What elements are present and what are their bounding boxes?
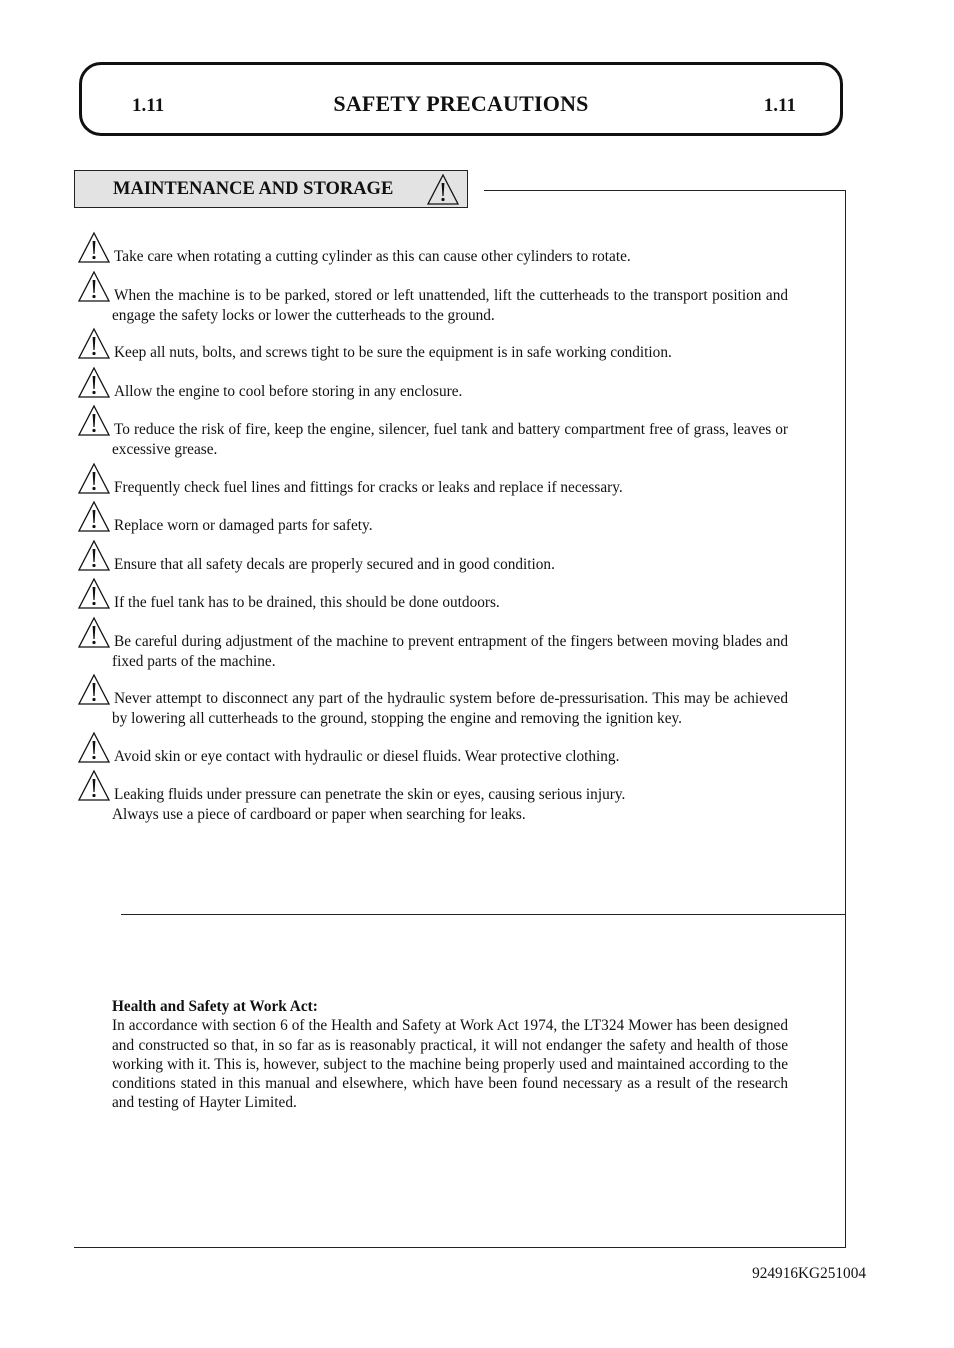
warning-triangle-icon	[77, 366, 111, 400]
list-item-text: Allow the engine to cool before storing in any enclosure.	[114, 383, 463, 400]
list-item-text: Avoid skin or eye contact with hydraulic or diesel fluids. Wear protective clothing.	[114, 748, 620, 765]
list-item	[77, 689, 788, 728]
list-item-text: If the fuel tank has to be drained, this should be done outdoors.	[114, 594, 500, 611]
warning-triangle-icon	[77, 616, 111, 650]
health-safety-body: In accordance with section 6 of the Health and Safety at Work Act 1974, the LT324 Mower has been designed and constructed so that, in so far as is reasonably practical, it will not endanger the safety and health of those working with it. This is, however, subject to the machine being properly used and maintained according to the conditions stated in this manual and elsewhere, which have been found necessary as a result of the research and testing of Hayter Limited.	[112, 1017, 788, 1112]
section-title: MAINTENANCE AND STORAGE	[113, 179, 394, 199]
warning-triangle-icon	[77, 231, 111, 265]
warning-triangle-icon	[77, 673, 111, 707]
list-item	[77, 382, 788, 402]
section-number-right: 1.11	[763, 95, 796, 116]
list-item-text: When the machine is to be parked, stored or left unattended, lift the cutterheads to the transport position and engage the safety locks or lower the cutterheads to the ground.	[112, 287, 788, 324]
list-item	[77, 343, 788, 363]
list-item-text: Ensure that all safety decals are properly secured and in good condition.	[114, 556, 555, 573]
warning-triangle-icon	[77, 769, 111, 803]
list-item-line: Leaking fluids under pressure can penetrate the skin or eyes, causing serious injury.	[114, 786, 626, 803]
warning-triangle-icon	[77, 270, 111, 304]
warning-triangle-icon	[77, 404, 111, 438]
list-item	[77, 247, 788, 267]
frame-bottom-rule	[74, 1247, 846, 1248]
list-item	[77, 286, 788, 325]
list-item	[77, 478, 788, 498]
warning-triangle-icon	[77, 462, 111, 496]
frame-right-rule	[845, 190, 846, 1248]
warning-triangle-icon	[77, 327, 111, 361]
section-number-left: 1.11	[132, 95, 165, 116]
section-heading-box	[74, 170, 468, 208]
section-divider	[121, 914, 846, 915]
list-item	[77, 593, 788, 613]
list-item	[77, 420, 788, 459]
list-item-text	[77, 785, 788, 824]
list-item	[77, 785, 788, 824]
list-item-text: Replace worn or damaged parts for safety.	[114, 517, 373, 534]
list-item-line: Always use a piece of cardboard or paper when searching for leaks.	[112, 805, 526, 823]
list-item-text: Frequently check fuel lines and fittings for cracks or leaks and replace if necessary.	[114, 479, 623, 496]
list-item	[77, 555, 788, 575]
warning-triangle-icon	[426, 173, 460, 207]
page-header	[79, 62, 843, 136]
list-item	[77, 747, 788, 767]
list-item-text: Never attempt to disconnect any part of the hydraulic system before de-pressurisation. This may be achieved by lowering all cutterheads to the ground, stopping the engine and removing the ignition key.	[112, 690, 788, 727]
warning-triangle-icon	[77, 500, 111, 534]
warning-triangle-icon	[77, 577, 111, 611]
health-safety-title: Health and Safety at Work Act:	[112, 998, 318, 1015]
frame-top-rule	[484, 190, 846, 191]
warning-triangle-icon	[77, 731, 111, 765]
health-safety-section	[112, 997, 788, 1113]
list-item-text: Keep all nuts, bolts, and screws tight to be sure the equipment is in safe working condition.	[114, 344, 672, 361]
list-item	[77, 632, 788, 671]
list-item-text: Take care when rotating a cutting cylinder as this can cause other cylinders to rotate.	[114, 248, 631, 265]
document-code: 924916KG251004	[752, 1265, 866, 1282]
list-item-text: Be careful during adjustment of the machine to prevent entrapment of the fingers between moving blades and fixed parts of the machine.	[112, 633, 788, 670]
list-item-text: To reduce the risk of fire, keep the engine, silencer, fuel tank and battery compartment free of grass, leaves or excessive grease.	[112, 421, 788, 458]
list-item	[77, 516, 788, 536]
page-title: SAFETY PRECAUTIONS	[333, 91, 589, 116]
warning-triangle-icon	[77, 539, 111, 573]
